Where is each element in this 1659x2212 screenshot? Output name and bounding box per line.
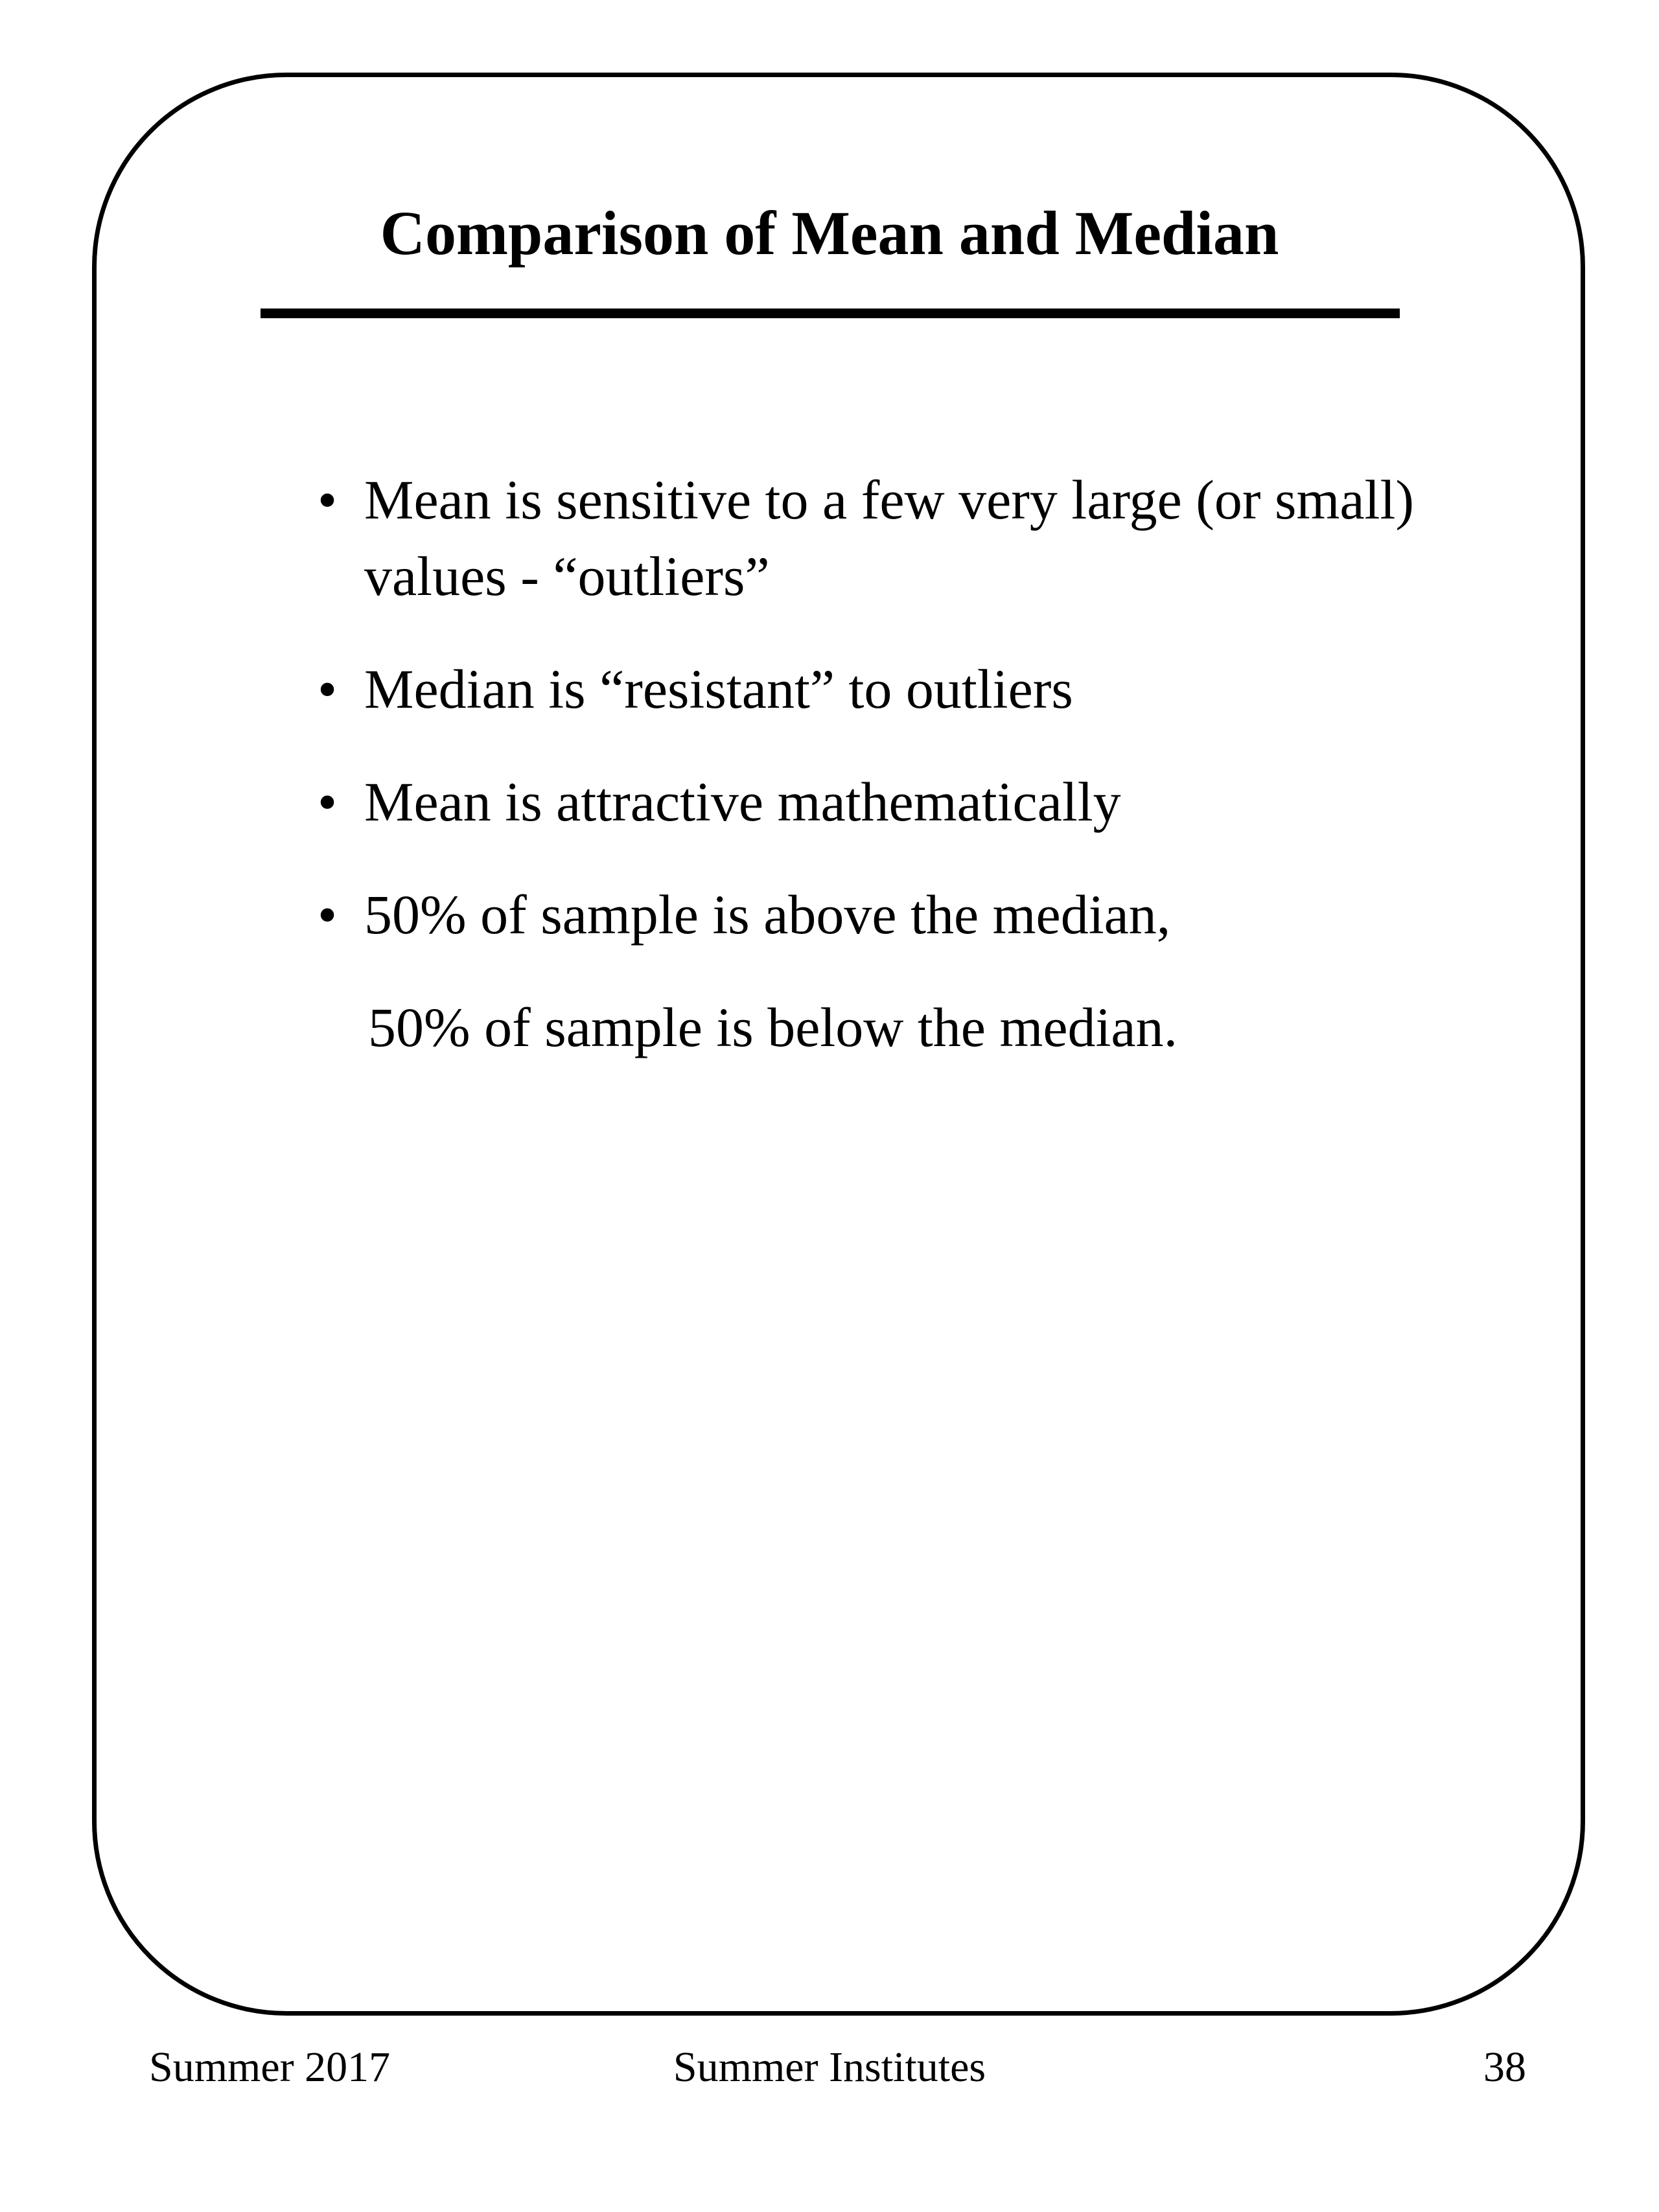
bullet-item-above-median bbox=[318, 876, 1452, 953]
page-number: 38 bbox=[1483, 2043, 1526, 2091]
bullet-icon: • bbox=[318, 771, 338, 833]
bullet-list bbox=[318, 461, 1452, 1065]
bullet-text: Mean is sensitive to a few very large (or small) values - “outliers” bbox=[364, 469, 1414, 607]
bullet-icon: • bbox=[318, 883, 338, 946]
title-underline bbox=[261, 309, 1400, 318]
bullet-text: Mean is attractive mathematically bbox=[364, 771, 1121, 833]
slide-title: Comparison of Mean and Median bbox=[380, 198, 1279, 268]
bullet-text: 50% of sample is above the median, bbox=[364, 883, 1171, 946]
footer-title: Summer Institutes bbox=[673, 2043, 986, 2091]
footer-date: Summer 2017 bbox=[149, 2043, 391, 2091]
bullet-icon: • bbox=[318, 658, 338, 720]
bullet-item-outliers bbox=[318, 461, 1452, 614]
bullet-icon: • bbox=[318, 469, 338, 531]
bullet-item-resistant bbox=[318, 651, 1452, 727]
bullet-continuation-below-median: 50% of sample is below the median. bbox=[368, 996, 1178, 1058]
bullet-text: Median is “resistant” to outliers bbox=[364, 658, 1073, 720]
bullet-item-attractive bbox=[318, 763, 1452, 840]
